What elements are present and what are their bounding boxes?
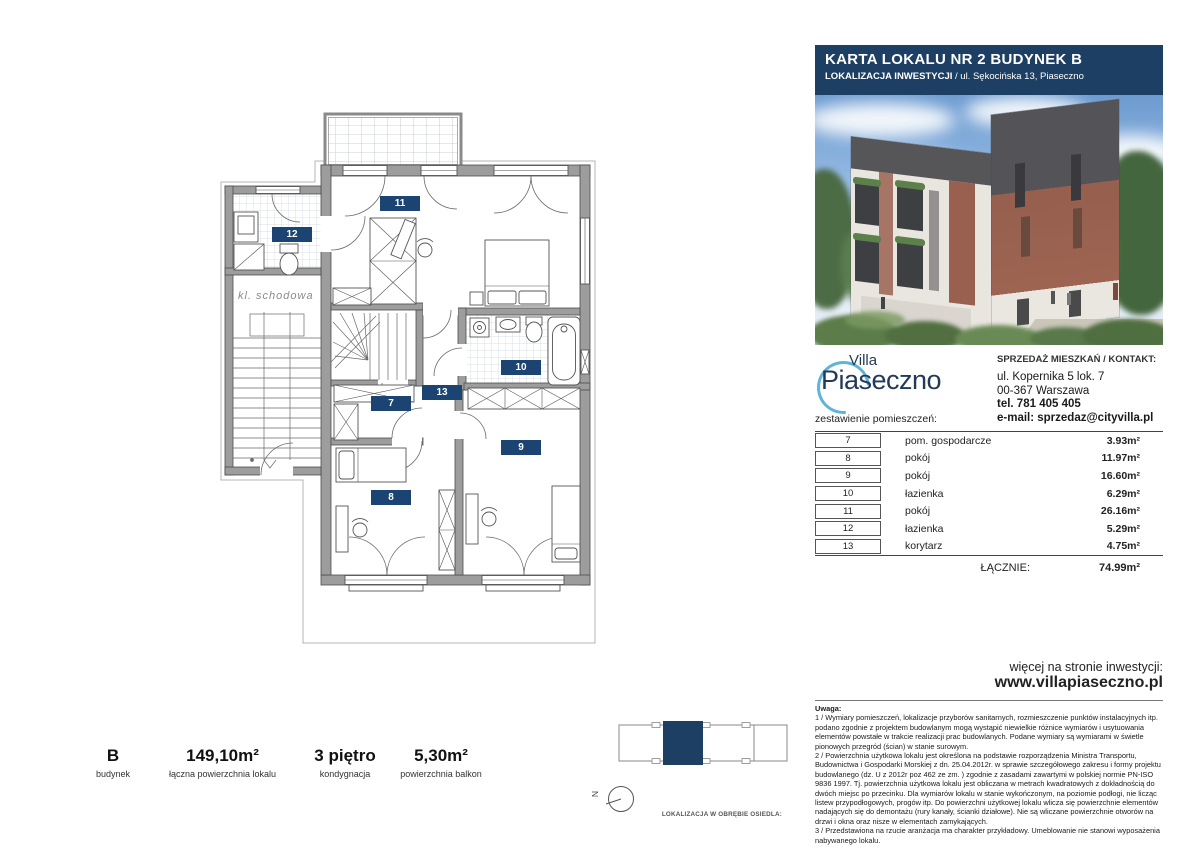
room-label-11: 11 xyxy=(380,196,420,211)
cloud xyxy=(815,103,955,137)
balcony-plants xyxy=(895,180,925,191)
summary-value: 149,10m² xyxy=(186,746,259,765)
window xyxy=(1071,154,1081,201)
summary-balcony xyxy=(395,746,487,780)
room-name: korytarz xyxy=(905,540,943,553)
total-area: 74.99m² xyxy=(1099,562,1140,574)
terrace xyxy=(325,114,461,168)
room-label-8: 8 xyxy=(371,490,411,505)
summary-total-area xyxy=(155,746,290,780)
room-number: 8 xyxy=(815,451,881,466)
subtitle-rest: / ul. Sękocińska 13, Piaseczno xyxy=(952,71,1084,82)
window xyxy=(1015,163,1025,208)
room-area: 16.60m² xyxy=(1100,469,1140,482)
table-row xyxy=(815,538,1163,556)
north-letter: N xyxy=(590,790,601,798)
room-number: 13 xyxy=(815,539,881,554)
note-paragraph: 2 / Powierzchnia użytkowa lokalu jest określona na podstawie rozporządzenia Ministra Transportu, Budownictwa i Gospodarki Morskiej z dn. 25.04.2012r. w sprawie szczegółowego zakresu i formy projektu budowlanego (dz. U z 2012r poz 462 ze zm. ) zgodnie z zasadami zawartymi w polskiej normie PN-ISO 9836 1997. Tj. powierzchnia użytkowa lokalu jest obliczana w metrach kwadratowych z dokładnością do dwóch miejsc po przecinku. Dla wymiarów lokalu w stanie wykończonym, na poziomie podłogi, nie licząc listew przypodłogowych, progów itp. Do powierzchni użytkowej lokalu wlicza się powierzchnie elementów nadających się do demontażu (rury kanały, ścianki działowe). Nie są wliczane powierzchnie otworów na drzwi i okna oraz nisze w elementach zamykających. xyxy=(815,751,1161,826)
room-number: 11 xyxy=(815,504,881,519)
brick-column xyxy=(949,180,975,305)
card-header xyxy=(815,45,1163,95)
room-number: 10 xyxy=(815,486,881,501)
total-row xyxy=(815,562,1163,574)
website-block xyxy=(815,660,1163,692)
room-name: pokój xyxy=(905,505,931,518)
table-row xyxy=(815,450,1163,468)
developer-logo xyxy=(815,352,993,418)
rooms-section-label: zestawienie pomieszczeń: xyxy=(815,413,937,425)
balcony-plants xyxy=(853,233,881,243)
room-area: 5.29m² xyxy=(1106,522,1140,535)
balcony xyxy=(855,237,879,284)
room-area: 26.16m² xyxy=(1100,505,1140,518)
note-paragraph: 1 / Wymiary pomieszczeń, lokalizacje przyborów sanitarnych, rozmieszczenie punktów instalacyjnych itp. podano zgodnie z projektem budowlanym mogą wystąpić niewielkie różnice wymiarów i usytuowania elementów powstałe w trakcie realizacji prac budowlanych. Podane wymiary są wymiarami w świetle pionowych przegród (ścian) w stanie surowym. xyxy=(815,713,1158,751)
room-area: 11.97m² xyxy=(1101,452,1140,465)
bush xyxy=(845,311,905,329)
notes-heading: Uwaga: xyxy=(815,704,842,713)
room-area: 6.29m² xyxy=(1106,487,1140,500)
site-location-plan xyxy=(590,715,800,835)
room-name: pokój xyxy=(905,452,931,465)
room-label-7: 7 xyxy=(371,396,411,411)
room-label-9: 9 xyxy=(501,440,541,455)
balcony-plants xyxy=(853,177,881,187)
contact-email[interactable]: e-mail: sprzedaz@cityvilla.pl xyxy=(997,411,1154,424)
table-row xyxy=(815,485,1163,503)
staircase-label: kl. schodowa xyxy=(238,290,314,302)
logo-line1: Villa xyxy=(849,352,878,369)
window xyxy=(1073,208,1082,249)
rooms-table xyxy=(815,431,1163,556)
building-right-face xyxy=(991,99,1119,333)
room-label-13: 13 xyxy=(422,385,462,400)
summary-value: 5,30m² xyxy=(414,746,468,765)
window xyxy=(1021,216,1030,257)
room-number: 12 xyxy=(815,521,881,536)
window xyxy=(929,190,939,291)
contact-address2: 00-367 Warszawa xyxy=(997,384,1090,397)
table-row xyxy=(815,520,1163,538)
website-url[interactable]: www.villapiaseczno.pl xyxy=(994,674,1163,691)
highlighted-unit xyxy=(663,721,703,765)
total-label: ŁĄCZNIE: xyxy=(980,562,1030,574)
room-number: 9 xyxy=(815,468,881,483)
note-paragraph: 3 / Przedstawiona na rzucie aranżacja ma charakter przykładowy. Umeblowanie nie stanowi wyposażenia nabywanego lokalu. xyxy=(815,826,1160,845)
summary-label: budynek xyxy=(95,769,131,779)
brick-column xyxy=(879,172,893,296)
summary-label: powierzchnia balkon xyxy=(400,769,482,779)
balcony xyxy=(897,240,923,289)
subtitle-strong: LOKALIZACJA INWESTYCJI xyxy=(825,71,953,82)
table-row xyxy=(815,467,1163,485)
room-name: pom. gospodarcze xyxy=(905,434,992,447)
table-row xyxy=(815,502,1163,520)
summary-label: łączna powierzchnia lokalu xyxy=(168,769,277,779)
summary-floor xyxy=(295,746,395,780)
summary-value: 3 piętro xyxy=(314,746,376,765)
room-area: 4.75m² xyxy=(1106,540,1140,553)
summary-value: B xyxy=(106,746,120,765)
summary-label: kondygnacja xyxy=(319,769,371,779)
building-photo xyxy=(815,95,1163,345)
contact-address1: ul. Kopernika 5 lok. 7 xyxy=(997,371,1105,383)
floor-plan-drawing xyxy=(218,98,613,658)
room-label-10: 10 xyxy=(501,360,541,375)
person xyxy=(881,297,885,309)
card-subtitle xyxy=(825,71,1153,82)
balcony xyxy=(855,181,879,226)
room-name: pokój xyxy=(905,469,931,482)
website-caption: więcej na stronie inwestycji: xyxy=(1009,660,1163,674)
legal-notes xyxy=(815,700,1163,845)
balcony-plants xyxy=(895,236,925,247)
table-row xyxy=(815,432,1163,450)
contact-phone: tel. 781 405 405 xyxy=(997,398,1081,410)
person xyxy=(1113,283,1118,300)
logo-line2: Piaseczno xyxy=(821,365,942,395)
room-name: łazienka xyxy=(905,487,944,500)
person xyxy=(1051,291,1055,304)
site-plan-caption: LOKALIZACJA W OBRĘBIE OSIEDLA: xyxy=(661,811,782,818)
balcony xyxy=(897,184,923,231)
room-area: 3.93m² xyxy=(1106,434,1140,447)
contact-heading: SPRZEDAŻ MIESZKAŃ / KONTAKT: xyxy=(997,354,1157,365)
room-name: łazienka xyxy=(905,522,944,535)
site-building-outline xyxy=(618,721,788,765)
contact-block xyxy=(997,354,1165,425)
room-number: 7 xyxy=(815,433,881,448)
room-label-12: 12 xyxy=(272,227,312,242)
window xyxy=(1017,298,1029,325)
summary-building xyxy=(75,746,151,780)
person xyxy=(1067,293,1071,305)
card-title: KARTA LOKALU NR 2 BUDYNEK B xyxy=(825,51,1083,68)
floor-plan xyxy=(218,98,613,658)
